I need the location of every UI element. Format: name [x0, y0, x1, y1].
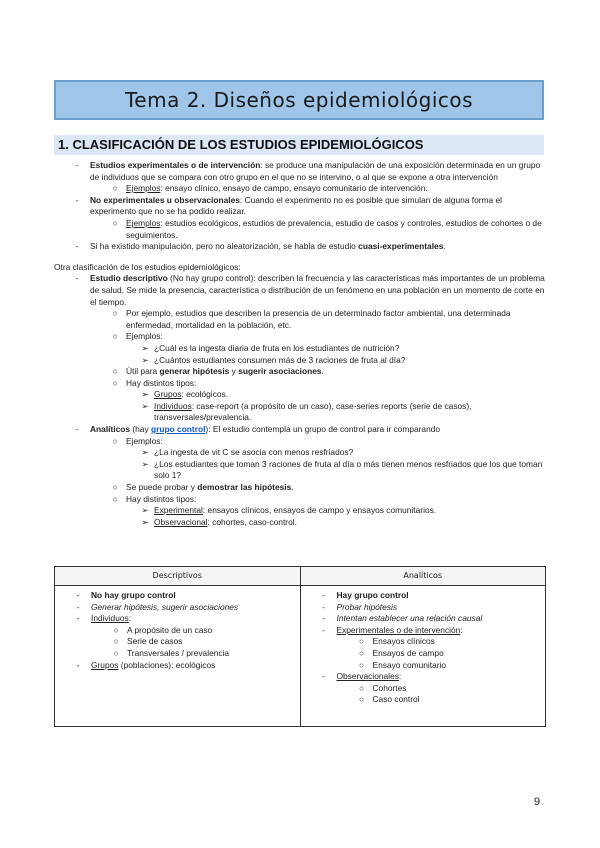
list-item-desc-util: ○ Útil para generar hipótesis y sugerir asociaciones.	[54, 366, 546, 378]
section-heading: 1. CLASIFICACIÓN DE LOS ESTUDIOS EPIDEMIOLÓGICOS	[54, 135, 544, 155]
list-item-desc-q1: ➢ ¿Cuál es la ingesta diaria de fruta en los estudiantes de nutrición?	[141, 342, 400, 353]
arrow-bullet: ➢	[141, 354, 149, 365]
document-body	[54, 160, 546, 528]
circle-bullet: ○	[112, 331, 118, 342]
table-list-item: - Individuos:	[76, 613, 132, 624]
list-item-cuasi: - Si ha existido manipulación, pero no aleatorización, se habla de estudio cuasi-experimentales.	[54, 241, 546, 253]
circle-bullet: ○	[112, 217, 118, 228]
circle-bullet: ○	[112, 482, 118, 493]
arrow-bullet: ➢	[141, 516, 149, 527]
list-item-anal-examples-label: ○ Ejemplos:	[54, 436, 546, 448]
circle-bullet: ○	[112, 493, 118, 504]
table-sub-item: ○ Ensayo comunitario	[358, 659, 447, 670]
list-item-anal-probar: ○ Se puede probar y demostrar las hipótesis.	[54, 482, 546, 494]
circle-bullet: ○	[112, 435, 118, 446]
dash-bullet: -	[75, 424, 79, 435]
table-list-item: - Probar hipótesis	[322, 601, 398, 612]
list-item-desc-individuos: ➢ Individuos: case-report (a propósito de un caso), case-series reports (serie de casos), transversales/prevalencia.	[141, 400, 472, 423]
table-sub-item: ○ Ensayos clínicos	[358, 636, 435, 647]
arrow-bullet: ➢	[141, 400, 149, 411]
grupo-control-link[interactable]: grupo control	[150, 424, 206, 435]
list-item-anal-observacional: ➢ Observacional: cohortes, caso-control.	[141, 516, 297, 527]
arrow-bullet: ➢	[141, 458, 149, 469]
paragraph-intro: Otra clasificación de los estudios epidemiológicos:	[54, 261, 241, 272]
page-title: Tema 2. Diseños epidemiológicos	[54, 80, 544, 120]
table-sub-item: ○ A propósito de un caso	[113, 624, 213, 635]
circle-bullet: ○	[112, 366, 118, 377]
table-sub-item: ○ Transversales / prevalencia	[113, 647, 230, 658]
table-list-item: - Experimentales o de intervención:	[322, 624, 463, 635]
list-item-desc-example: ○ Por ejemplo, estudios que describen la presencia de un determinado factor ambiental, una determinada enfermedad, mortalidad en la población, etc.	[54, 308, 546, 331]
arrow-bullet: ➢	[141, 342, 149, 353]
circle-bullet: ○	[112, 377, 118, 388]
dash-bullet: -	[75, 194, 79, 205]
dash-bullet: -	[75, 241, 79, 252]
table-header-analiticos: Analíticos	[300, 567, 546, 586]
table-cell-analiticos	[300, 586, 546, 727]
list-item-anal-tipos: ○ Hay distintos tipos:	[54, 494, 546, 506]
table-sub-item: ○ Caso control	[358, 694, 420, 705]
list-item-experimental-examples: ○ Ejemplos: ensayo clínico, ensayo de campo, ensayo comunitario de intervención.	[54, 183, 546, 195]
list-item-anal-q2: ➢ ¿Los estudiantes que toman 3 raciones de fruta al día o más tienen menos resfriados que los que toman solo 1?	[141, 458, 543, 481]
arrow-bullet: ➢	[141, 389, 149, 400]
table-list-item: - Observacionales:	[322, 671, 402, 682]
table-list-item: - Intentan establecer una relación causal	[322, 613, 483, 624]
list-item-desc-q2: ➢ ¿Cuántos estudiantes consumen más de 3 raciones de fruta al día?	[141, 354, 406, 365]
comparison-table	[54, 566, 546, 727]
table-list-item: - Generar hipótesis, sugerir asociaciones	[76, 601, 239, 612]
arrow-bullet: ➢	[141, 447, 149, 458]
arrow-bullet: ➢	[141, 505, 149, 516]
table-list-item: - Hay grupo control	[322, 590, 409, 600]
list-item-desc-grupos: ➢ Grupos: ecológicos.	[141, 389, 229, 400]
list-item-descriptive: - Estudio descriptivo (No hay grupo control): describen la frecuencia y las características más importantes de un problema de salud. Se mide la presencia, característica o distribución de un fenómeno en una población en un momento de corte en el tiempo.	[54, 273, 546, 308]
circle-bullet: ○	[112, 183, 118, 194]
table-sub-item: ○ Cohortes	[358, 682, 407, 693]
table-list-item: - No hay grupo control	[76, 590, 176, 600]
dash-bullet: -	[75, 160, 79, 170]
list-item-desc-examples-label: ○ Ejemplos:	[54, 331, 546, 343]
table-sub-item: ○ Ensayos de campo	[358, 647, 444, 658]
page-number: 9	[534, 796, 541, 808]
list-item-anal-experimental: ➢ Experimental: ensayos clínicos, ensayos de campo y ensayos comunitarios.	[141, 505, 437, 516]
table-header-descriptivos: Descriptivos	[55, 567, 301, 586]
circle-bullet: ○	[112, 308, 118, 319]
table-cell-descriptivos	[55, 586, 301, 727]
list-item-analytical: - Analíticos (hay grupo control): El estudio contempla un grupo de control para ir comparando	[54, 424, 546, 436]
list-item-experimental: - Estudios experimentales o de intervención: se produce una manipulación de una exposición determinada en un grupo de individuos que se compara con otro grupo en el que no se intervino, o al que se expone a otra intervención	[54, 160, 546, 183]
list-item-anal-q1: ➢ ¿La ingesta de vit C se asocia con menos resfriados?	[141, 447, 354, 458]
table-sub-item: ○ Serie de casos	[113, 636, 183, 647]
list-item-observational-examples: ○ Ejemplos: estudios ecológicos, estudios de prevalencia, estudio de casos y controles, estudios de cohortes o de seguimientos.	[54, 218, 546, 241]
list-item-desc-tipos: ○ Hay distintos tipos:	[54, 378, 546, 390]
list-item-observational: - No experimentales u observacionales: Cuando el experimento no es posible que simulan de alguna forma el experimento que no se ha podido realizar.	[54, 195, 546, 218]
dash-bullet: -	[75, 273, 79, 284]
table-list-item: - Grupos (poblaciones): ecológicos	[76, 659, 216, 670]
